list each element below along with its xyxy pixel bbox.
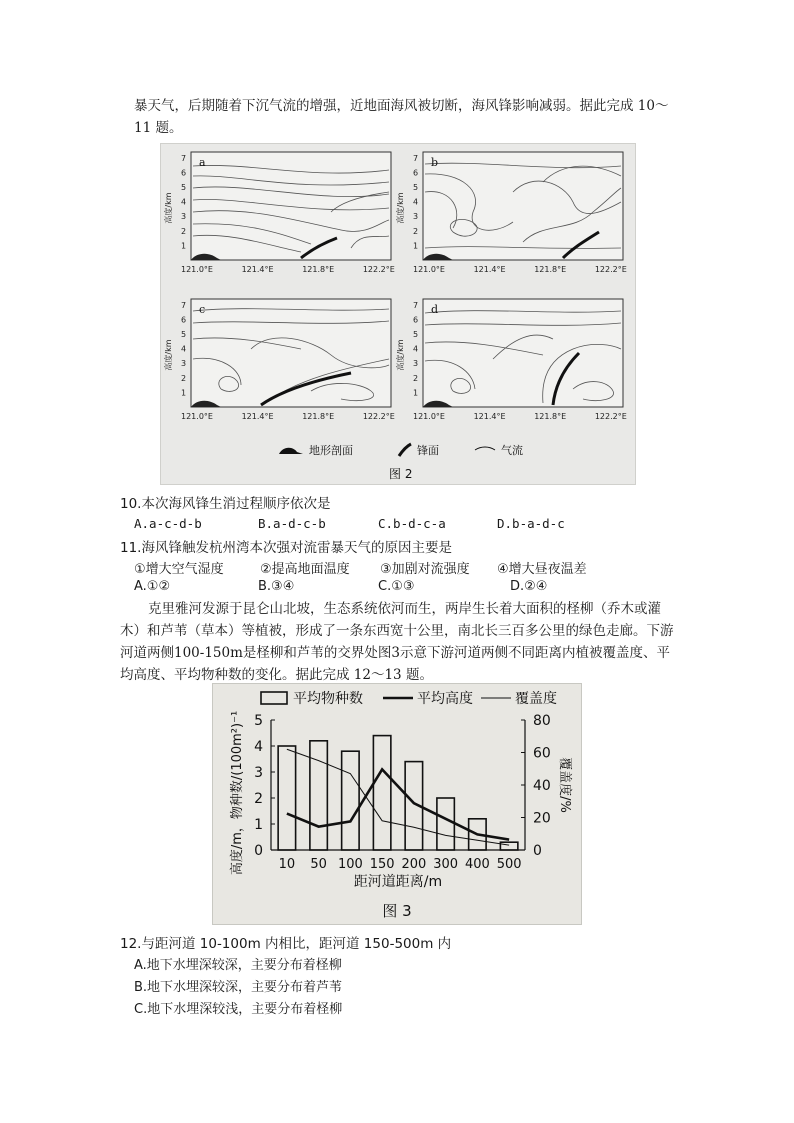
q11-choice-2: ②提高地面温度 bbox=[260, 562, 350, 577]
x-tick-label: 300 bbox=[433, 857, 459, 872]
right-tick-label: 80 bbox=[533, 713, 551, 729]
right-tick-label: 0 bbox=[533, 843, 542, 859]
y-tick-label: 3 bbox=[413, 359, 419, 369]
legend-bar-icon bbox=[261, 692, 287, 704]
left-tick-label: 4 bbox=[254, 739, 263, 755]
q12-stem: 12.与距河道 10-100m 内相比，距河道 150-500m 内 bbox=[120, 936, 452, 952]
bar-species-count bbox=[342, 751, 359, 850]
x-tick-label: 121.0°E bbox=[413, 265, 445, 274]
y-tick-label: 1 bbox=[413, 241, 419, 251]
y-tick-label: 6 bbox=[181, 315, 187, 325]
legend-coverage-label: 覆盖度 bbox=[515, 691, 557, 707]
y2-axis-label: 覆盖度/% bbox=[557, 757, 572, 813]
q11-choice-1: ①增大空气湿度 bbox=[134, 562, 224, 577]
y-tick-label: 2 bbox=[181, 226, 187, 236]
q10-stem: 10.本次海风锋生消过程顺序依次是 bbox=[120, 496, 331, 512]
legend-terrain-icon bbox=[279, 448, 303, 454]
y-tick-label: 5 bbox=[181, 183, 187, 193]
x-tick-label: 121.8°E bbox=[534, 412, 567, 421]
passage-2: 克里雅河发源于昆仑山北坡，生态系统依河而生，两岸生长着大面积的柽柳（乔木或灌木）和芦苇（草本）等植被，形成了一条东西宽十公里，南北长三百多公里的绿色走廊。下游河道两侧100-150m是柽柳和芦苇的交界处图3示意下游河道两侧不同距离内植被覆盖度、平均高度、平均物种数的变化。据此完成 12～13 题。 bbox=[120, 601, 674, 683]
bar-species-count bbox=[437, 798, 454, 850]
q11-choice-3: ③加剧对流强度 bbox=[380, 562, 470, 577]
x-tick-label: 122.2°E bbox=[594, 412, 627, 421]
y-tick-label: 7 bbox=[181, 300, 187, 310]
q11-stem: 11.海风锋触发杭州湾本次强对流雷暴天气的原因主要是 bbox=[120, 540, 452, 556]
y-tick-label: 1 bbox=[181, 388, 187, 398]
x-tick-label: 121.0°E bbox=[181, 412, 213, 421]
x-tick-label: 500 bbox=[496, 857, 522, 872]
y-tick-label: 2 bbox=[413, 373, 419, 383]
y-tick-label: 1 bbox=[181, 241, 187, 251]
x-tick-label: 122.2°E bbox=[594, 265, 627, 274]
q11-choice-4: ④增大昼夜温差 bbox=[497, 562, 587, 577]
figure-2-legend bbox=[279, 443, 523, 457]
y-tick-label: 4 bbox=[413, 344, 419, 354]
left-tick-label: 3 bbox=[254, 765, 263, 781]
y-tick-label: 4 bbox=[413, 197, 419, 207]
q10-option-b[interactable]: B.a-d-c-b bbox=[258, 516, 326, 531]
right-tick-label: 40 bbox=[533, 778, 551, 794]
left-tick-label: 2 bbox=[254, 791, 263, 807]
x-tick-label: 121.4°E bbox=[473, 412, 506, 421]
bar-species-count bbox=[278, 746, 295, 850]
x-tick-label: 400 bbox=[464, 857, 490, 872]
x-tick-label: 10 bbox=[278, 857, 296, 872]
y-tick-label: 5 bbox=[181, 330, 187, 340]
q12-option-c[interactable]: C.地下水埋深较浅，主要分布着柽柳 bbox=[134, 1002, 343, 1017]
line-coverage bbox=[287, 749, 509, 845]
y-tick-label: 2 bbox=[181, 373, 187, 383]
y-tick-label: 7 bbox=[413, 300, 419, 310]
x-tick-label: 121.4°E bbox=[473, 265, 506, 274]
right-tick-label: 20 bbox=[533, 810, 551, 827]
figure-2-svg bbox=[161, 144, 635, 484]
y-axis-label: 高度/km bbox=[164, 339, 173, 371]
figure-2 bbox=[160, 143, 636, 485]
y-tick-label: 3 bbox=[413, 212, 419, 222]
x-tick-label: 50 bbox=[310, 857, 327, 872]
y-axis-label: 高度/km bbox=[164, 192, 173, 224]
q11-option-d[interactable]: D.②④ bbox=[510, 579, 548, 594]
y-tick-label: 5 bbox=[413, 330, 419, 340]
panel-b-frame bbox=[423, 152, 623, 260]
panel-c-label: c bbox=[199, 303, 206, 316]
y-axis-label: 高度/km bbox=[396, 339, 405, 371]
x-tick-label: 121.0°E bbox=[181, 265, 213, 274]
figure-3-svg bbox=[213, 684, 581, 924]
q11-option-c[interactable]: C.①③ bbox=[378, 579, 415, 594]
y-tick-label: 1 bbox=[413, 388, 419, 398]
legend-airflow-icon bbox=[475, 447, 495, 450]
panel-b bbox=[395, 152, 627, 274]
legend-height-label: 平均高度 bbox=[417, 691, 473, 707]
intro-paragraph: 暴天气，后期随着下沉气流的增强，近地面海风被切断，海风锋影响减弱。据此完成 10～11 题。 bbox=[134, 98, 669, 136]
y-tick-label: 3 bbox=[181, 359, 187, 369]
y-tick-label: 6 bbox=[413, 168, 419, 178]
legend-front-icon bbox=[399, 444, 411, 456]
x-tick-label: 121.0°E bbox=[413, 412, 445, 421]
y-axis-label: 高度/km bbox=[396, 192, 405, 224]
left-tick-label: 1 bbox=[254, 817, 263, 833]
y-tick-label: 6 bbox=[413, 315, 419, 325]
q10-option-d[interactable]: D.b-a-d-c bbox=[497, 516, 565, 531]
panel-a-frame bbox=[191, 152, 391, 260]
x-tick-label: 150 bbox=[369, 857, 395, 872]
x-tick-label: 122.2°E bbox=[362, 265, 395, 274]
y-axis-label: 高度/m，物种数/(100m²)⁻¹ bbox=[230, 710, 245, 876]
bar-species-count bbox=[373, 736, 390, 850]
x-tick-label: 122.2°E bbox=[362, 412, 395, 421]
x-tick-label: 121.8°E bbox=[302, 265, 335, 274]
y-tick-label: 6 bbox=[181, 168, 187, 178]
x-tick-label: 121.8°E bbox=[534, 265, 567, 274]
x-tick-label: 121.8°E bbox=[302, 412, 335, 421]
left-tick-label: 0 bbox=[254, 843, 263, 859]
line-average-height bbox=[287, 769, 509, 839]
y-tick-label: 3 bbox=[181, 212, 187, 222]
y-tick-label: 7 bbox=[181, 153, 187, 163]
x-axis-label: 距河道距离/m bbox=[353, 874, 443, 890]
q11-option-a[interactable]: A.①② bbox=[134, 579, 171, 594]
panel-a bbox=[163, 152, 395, 274]
x-tick-label: 100 bbox=[337, 857, 363, 872]
panel-d-label: d bbox=[431, 303, 439, 316]
panel-d bbox=[395, 299, 627, 421]
q10-option-c[interactable]: C.b-d-c-a bbox=[378, 516, 446, 531]
figure-3-chart bbox=[212, 683, 582, 925]
right-tick-label: 60 bbox=[533, 745, 551, 762]
q12-option-b[interactable]: B.地下水埋深较深，主要分布着芦苇 bbox=[134, 980, 343, 995]
y-tick-label: 5 bbox=[413, 183, 419, 193]
y-tick-label: 4 bbox=[181, 344, 187, 354]
figure-2-caption: 图 2 bbox=[389, 467, 413, 481]
x-tick-label: 121.4°E bbox=[241, 265, 274, 274]
left-tick-label: 5 bbox=[254, 713, 263, 729]
legend-terrain-label: 地形剖面 bbox=[309, 444, 353, 457]
panel-a-label: a bbox=[199, 156, 206, 169]
legend-front-label: 锋面 bbox=[417, 444, 439, 457]
panel-b-label: b bbox=[431, 156, 439, 169]
x-tick-label: 121.4°E bbox=[241, 412, 274, 421]
x-tick-label: 200 bbox=[401, 857, 427, 872]
legend-airflow-label: 气流 bbox=[501, 444, 523, 457]
y-tick-label: 2 bbox=[413, 226, 419, 236]
y-tick-label: 4 bbox=[181, 197, 187, 207]
y-tick-label: 7 bbox=[413, 153, 419, 163]
figure-3-caption: 图 3 bbox=[382, 902, 412, 920]
panel-c bbox=[163, 299, 395, 421]
bar-species-count bbox=[500, 842, 517, 850]
legend-bar-label: 平均物种数 bbox=[293, 691, 363, 707]
q11-option-b[interactable]: B.③④ bbox=[258, 579, 295, 594]
bar-species-count bbox=[310, 741, 327, 850]
q10-option-a[interactable]: A.a-c-d-b bbox=[134, 516, 202, 531]
q12-option-a[interactable]: A.地下水埋深较深，主要分布着柽柳 bbox=[134, 958, 342, 973]
